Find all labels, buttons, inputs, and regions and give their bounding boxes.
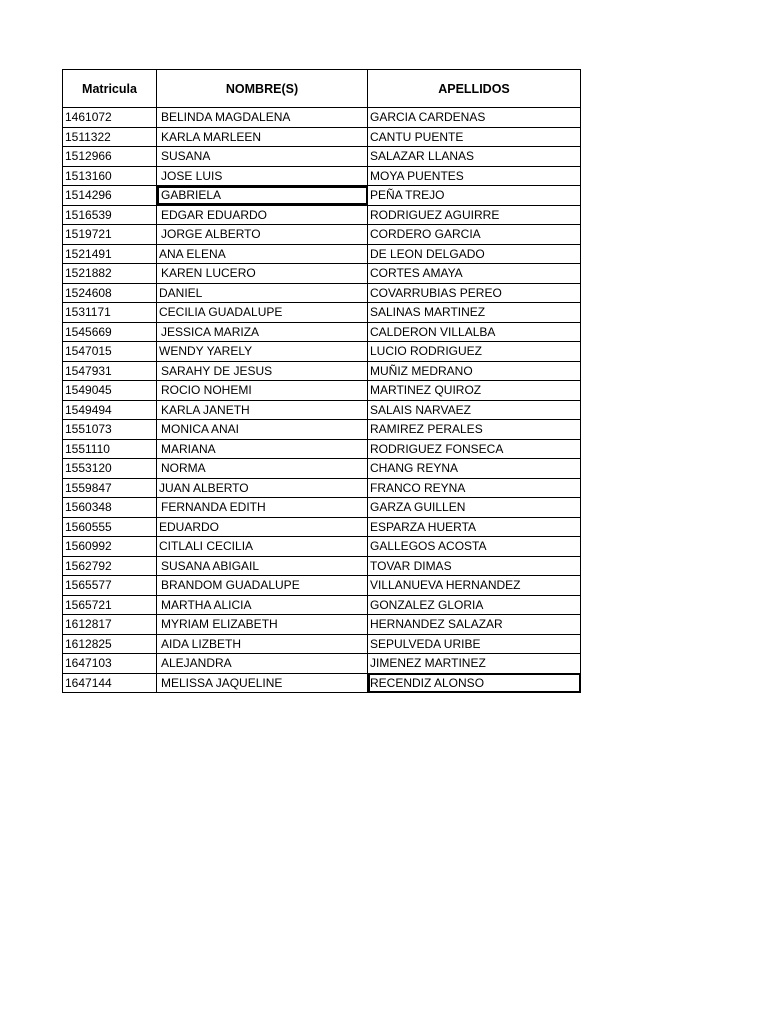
cell-apellidos[interactable]: SEPULVEDA URIBE [368,634,581,654]
table-row [63,225,581,245]
student-table [62,69,581,693]
cell-apellidos[interactable]: TOVAR DIMAS [368,556,581,576]
cell-apellidos[interactable]: RAMIREZ PERALES [368,420,581,440]
table-row [63,673,581,693]
cell-matricula[interactable]: 1560555 [63,517,157,537]
cell-nombres[interactable]: KARLA JANETH [157,400,368,420]
table-row [63,361,581,381]
cell-matricula[interactable]: 1565577 [63,576,157,596]
cell-matricula[interactable]: 1514296 [63,186,157,206]
cell-matricula[interactable]: 1547015 [63,342,157,362]
cell-matricula[interactable]: 1565721 [63,595,157,615]
cell-matricula[interactable]: 1531171 [63,303,157,323]
cell-apellidos[interactable]: SALAZAR LLANAS [368,147,581,167]
cell-apellidos[interactable]: SALAIS NARVAEZ [368,400,581,420]
cell-matricula[interactable]: 1512966 [63,147,157,167]
cell-apellidos[interactable]: SALINAS MARTINEZ [368,303,581,323]
table-row [63,244,581,264]
cell-nombres[interactable]: MELISSA JAQUELINE [157,673,368,693]
table-row [63,420,581,440]
table-row [63,303,581,323]
table-row [63,517,581,537]
cell-matricula[interactable]: 1560992 [63,537,157,557]
cell-apellidos[interactable]: CANTU PUENTE [368,127,581,147]
cell-apellidos[interactable]: DE LEON DELGADO [368,244,581,264]
cell-matricula[interactable]: 1647103 [63,654,157,674]
cell-nombres[interactable]: JORGE ALBERTO [157,225,368,245]
cell-nombres[interactable]: SUSANA [157,147,368,167]
table-body [63,108,581,693]
cell-apellidos[interactable]: CORTES AMAYA [368,264,581,284]
cell-nombres[interactable]: BRANDOM GUADALUPE [157,576,368,596]
table-row [63,595,581,615]
cell-apellidos[interactable]: CHANG REYNA [368,459,581,479]
cell-nombres[interactable]: KARLA MARLEEN [157,127,368,147]
cell-apellidos[interactable]: RODRIGUEZ FONSECA [368,439,581,459]
cell-apellidos[interactable]: LUCIO RODRIGUEZ [368,342,581,362]
cell-matricula[interactable]: 1551110 [63,439,157,459]
cell-matricula[interactable]: 1647144 [63,673,157,693]
cell-matricula[interactable]: 1612825 [63,634,157,654]
table-row [63,322,581,342]
cell-nombres[interactable]: FERNANDA EDITH [157,498,368,518]
cell-apellidos[interactable]: MOYA PUENTES [368,166,581,186]
cell-matricula[interactable]: 1553120 [63,459,157,479]
cell-nombres[interactable]: JOSE LUIS [157,166,368,186]
cell-matricula[interactable]: 1516539 [63,205,157,225]
cell-matricula[interactable]: 1461072 [63,108,157,128]
cell-nombres[interactable]: MONICA ANAI [157,420,368,440]
table-row [63,439,581,459]
cell-apellidos[interactable]: CORDERO GARCIA [368,225,581,245]
cell-apellidos[interactable]: VILLANUEVA HERNANDEZ [368,576,581,596]
cell-matricula[interactable]: 1547931 [63,361,157,381]
cell-nombres[interactable]: ALEJANDRA [157,654,368,674]
cell-nombres[interactable]: SARAHY DE JESUS [157,361,368,381]
cell-nombres[interactable]: KAREN LUCERO [157,264,368,284]
header-row [63,70,581,108]
cell-nombres[interactable]: AIDA LIZBETH [157,634,368,654]
cell-matricula[interactable]: 1524608 [63,283,157,303]
cell-nombres[interactable]: EDGAR EDUARDO [157,205,368,225]
cell-nombres[interactable]: JESSICA MARIZA [157,322,368,342]
table-row [63,205,581,225]
cell-nombres[interactable]: CECILIA GUADALUPE [157,303,368,323]
cell-nombres[interactable]: CITLALI CECILIA [157,537,368,557]
cell-apellidos[interactable]: GARZA GUILLEN [368,498,581,518]
cell-matricula[interactable]: 1551073 [63,420,157,440]
cell-matricula[interactable]: 1521491 [63,244,157,264]
cell-nombres[interactable]: ROCIO NOHEMI [157,381,368,401]
cell-matricula[interactable]: 1549494 [63,400,157,420]
cell-apellidos[interactable]: MARTINEZ QUIROZ [368,381,581,401]
cell-apellidos[interactable]: MUÑIZ MEDRANO [368,361,581,381]
cell-apellidos[interactable]: HERNANDEZ SALAZAR [368,615,581,635]
cell-nombres[interactable]: NORMA [157,459,368,479]
table-row [63,537,581,557]
cell-nombres[interactable]: BELINDA MAGDALENA [157,108,368,128]
table-row [63,283,581,303]
cell-matricula[interactable]: 1559847 [63,478,157,498]
table-row [63,147,581,167]
cell-apellidos[interactable]: GONZALEZ GLORIA [368,595,581,615]
cell-apellidos[interactable]: ESPARZA HUERTA [368,517,581,537]
cell-matricula[interactable]: 1511322 [63,127,157,147]
cell-matricula[interactable]: 1612817 [63,615,157,635]
cell-nombres[interactable]: EDUARDO [157,517,368,537]
cell-matricula[interactable]: 1560348 [63,498,157,518]
table-row [63,498,581,518]
table-row [63,634,581,654]
table-row [63,400,581,420]
header-apellidos[interactable]: APELLIDOS [368,70,581,108]
table-row [63,576,581,596]
table-row [63,654,581,674]
table-row [63,459,581,479]
cell-nombres[interactable]: MARTHA ALICIA [157,595,368,615]
cell-apellidos[interactable]: JIMENEZ MARTINEZ [368,654,581,674]
table-row [63,556,581,576]
cell-nombres[interactable]: SUSANA ABIGAIL [157,556,368,576]
cell-nombres[interactable]: GABRIELA [157,186,368,206]
cell-apellidos[interactable]: COVARRUBIAS PEREO [368,283,581,303]
table-row [63,108,581,128]
table-row [63,264,581,284]
cell-matricula[interactable]: 1519721 [63,225,157,245]
cell-nombres[interactable]: MARIANA [157,439,368,459]
cell-nombres[interactable]: JUAN ALBERTO [157,478,368,498]
table-row [63,186,581,206]
cell-apellidos[interactable]: FRANCO REYNA [368,478,581,498]
header-nombres[interactable]: NOMBRE(S) [157,70,368,108]
cell-matricula[interactable]: 1562792 [63,556,157,576]
cell-nombres[interactable]: ANA ELENA [157,244,368,264]
cell-nombres[interactable]: WENDY YARELY [157,342,368,362]
cell-apellidos[interactable]: CALDERON VILLALBA [368,322,581,342]
cell-matricula[interactable]: 1513160 [63,166,157,186]
cell-nombres[interactable]: MYRIAM ELIZABETH [157,615,368,635]
table-row [63,615,581,635]
cell-apellidos[interactable]: GALLEGOS ACOSTA [368,537,581,557]
table-row [63,166,581,186]
table-row [63,478,581,498]
cell-matricula[interactable]: 1545669 [63,322,157,342]
table-row [63,381,581,401]
table-row [63,127,581,147]
cell-matricula[interactable]: 1521882 [63,264,157,284]
cell-apellidos[interactable]: RODRIGUEZ AGUIRRE [368,205,581,225]
cell-apellidos[interactable]: RECENDIZ ALONSO [368,673,581,693]
cell-nombres[interactable]: DANIEL [157,283,368,303]
cell-matricula[interactable]: 1549045 [63,381,157,401]
header-matricula[interactable]: Matricula [63,70,157,108]
table-row [63,342,581,362]
cell-apellidos[interactable]: PEÑA TREJO [368,186,581,206]
cell-apellidos[interactable]: GARCIA CARDENAS [368,108,581,128]
